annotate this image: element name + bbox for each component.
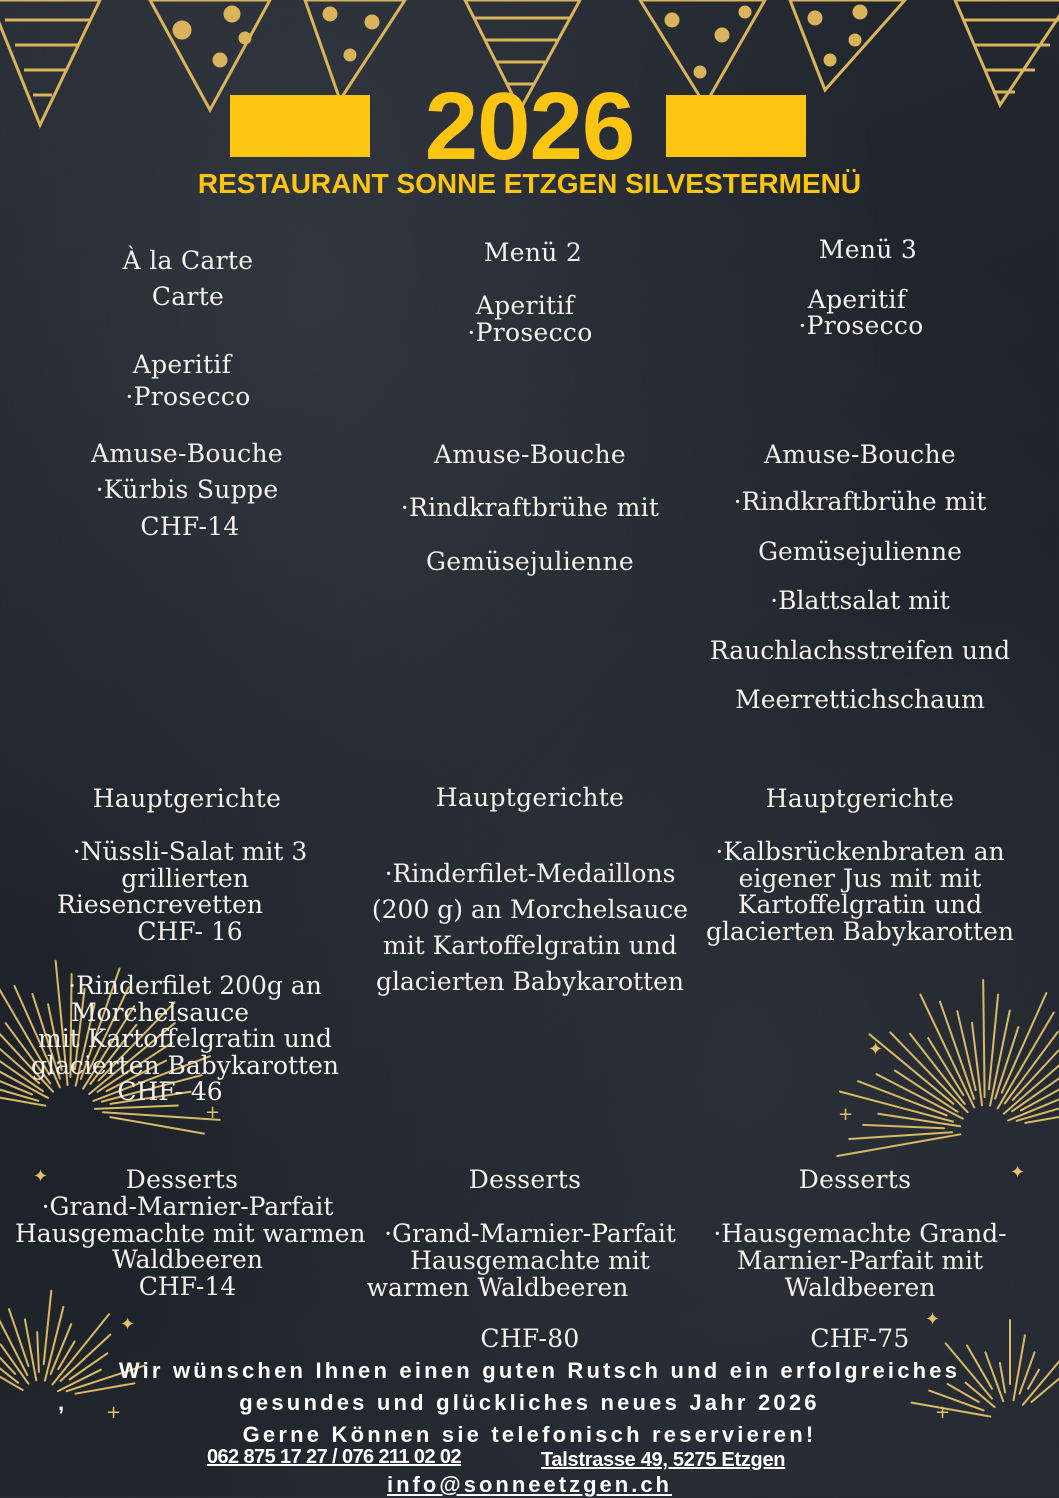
menu2-dessert bbox=[360, 1220, 700, 1301]
svg-text:+: + bbox=[205, 1102, 221, 1123]
footer-wish-line2: gesundes und glückliches neues Jahr 2026 bbox=[239, 1390, 820, 1415]
alacarte-dessert-line: Waldbeeren bbox=[112, 1245, 263, 1274]
firework-ray bbox=[1008, 1089, 1059, 1121]
alacarte-dessert-price: CHF-14 bbox=[138, 1271, 237, 1301]
alacarte-main-title: Hauptgerichte bbox=[92, 784, 282, 813]
menu3-dessert-title: Desserts bbox=[798, 1165, 912, 1194]
alacarte-starter-title: Amuse-Bouche bbox=[91, 439, 283, 468]
footer-email-link[interactable]: info@sonneetzgen.ch bbox=[386, 1472, 672, 1497]
menu3-aperitif: Aperitif bbox=[807, 285, 907, 314]
menu2-main-line: mit Kartoffelgratin und bbox=[382, 931, 678, 960]
menu3-starter-line: Rauchlachsstreifen und bbox=[709, 635, 1011, 665]
alacarte-main-1 bbox=[40, 839, 340, 945]
footer-phone-numbers[interactable]: 062 875 17 27 / 076 211 02 02 bbox=[207, 1446, 461, 1468]
firework-ray bbox=[840, 1092, 953, 1122]
menu3-aperitif-item: ·Prosecco bbox=[798, 311, 924, 340]
firework-ray bbox=[983, 980, 984, 1097]
menu3-starter-line: ·Rindkraftbrühe mit bbox=[733, 487, 987, 516]
alacarte-main-1-price: CHF- 16 bbox=[137, 916, 243, 946]
alacarte-main-2-line: Morchelsauce bbox=[70, 997, 250, 1027]
menu2-title: Menü 2 bbox=[483, 238, 583, 267]
alacarte-main-2-price: CHF- 46 bbox=[117, 1077, 223, 1106]
firework-ray bbox=[998, 1013, 1054, 1109]
menu3-starter-line: Gemüsejulienne bbox=[758, 536, 962, 566]
firework-ray bbox=[103, 1112, 220, 1120]
menu-subtitle: RESTAURANT SONNE ETZGEN SILVESTERMENÜ bbox=[197, 168, 862, 199]
menu2-starter-item-1: ·Rindkraftbrühe mit bbox=[400, 493, 660, 522]
firework-ray bbox=[920, 995, 974, 1108]
firework-ray bbox=[849, 1132, 952, 1139]
firework-ray bbox=[110, 1117, 203, 1134]
footer-address: Talstrasse 49, 5275 Etzgen bbox=[541, 1449, 786, 1471]
firework-ray bbox=[990, 1011, 1010, 1106]
alacarte-main-2-line: ·Rinderfilet 200g an bbox=[68, 971, 322, 1000]
alacarte-starter-price: CHF-14 bbox=[140, 512, 240, 541]
firework-ray bbox=[863, 1125, 944, 1128]
firework-ray bbox=[895, 1071, 958, 1112]
alacarte-aperitif-item: ·Prosecco bbox=[125, 382, 251, 411]
menu2-starter-title: Amuse-Bouche bbox=[434, 440, 626, 469]
firework-ray bbox=[878, 1114, 960, 1127]
firework-ray bbox=[870, 1034, 954, 1104]
menu3-starter bbox=[700, 477, 1020, 725]
menu3-main bbox=[700, 839, 1020, 945]
menu3-main-title: Hauptgerichte bbox=[765, 784, 955, 813]
firework-ray bbox=[837, 1134, 960, 1156]
firework-ray bbox=[1021, 1072, 1059, 1111]
alacarte-dessert-line: Hausgemachte mit warmen bbox=[15, 1218, 366, 1248]
menu3-dessert-line: Marnier-Parfait mit bbox=[736, 1246, 984, 1275]
alacarte-main-1-line: ·Nüssli-Salat mit 3 bbox=[72, 837, 308, 866]
firework-ray bbox=[940, 1002, 974, 1099]
alacarte-main-2-line: glacierten Babykarotten bbox=[31, 1050, 339, 1080]
menu2-starter-item-2: Gemüsejulienne bbox=[425, 547, 635, 576]
alacarte-starter-item: ·Kürbis Suppe bbox=[95, 475, 279, 504]
menu3-price: CHF-75 bbox=[810, 1324, 910, 1353]
menu2-dessert-line: warmen Waldbeeren bbox=[366, 1273, 629, 1302]
footer-reserve: Gerne Können sie telefonisch reservieren! bbox=[242, 1422, 817, 1447]
svg-text:+: + bbox=[838, 1104, 854, 1125]
alacarte-dessert-line: ·Grand-Marnier-Parfait bbox=[41, 1192, 334, 1221]
svg-text:✦: ✦ bbox=[1010, 1162, 1026, 1183]
menu3-main-line: Kartoffelgratin und bbox=[737, 890, 983, 919]
firework-ray bbox=[95, 1106, 178, 1109]
firework-ray bbox=[1013, 1051, 1059, 1100]
menu3-starter-title: Amuse-Bouche bbox=[764, 440, 956, 469]
menu3-dessert-line: ·Hausgemachte Grand- bbox=[713, 1219, 1007, 1248]
menu3-dessert-line: Waldbeeren bbox=[784, 1273, 936, 1302]
menu3-dessert bbox=[700, 1220, 1020, 1301]
firework-ray bbox=[1025, 1106, 1059, 1123]
menu2-aperitif-item: ·Prosecco bbox=[467, 318, 593, 347]
menu3-starter-line: Meerrettichschaum bbox=[735, 685, 985, 714]
svg-text:+: + bbox=[106, 1402, 122, 1423]
alacarte-dessert-title: Desserts bbox=[125, 1165, 239, 1194]
firework-ray bbox=[890, 1032, 967, 1112]
menu2-main-title: Hauptgerichte bbox=[435, 783, 625, 812]
firework-ray bbox=[1017, 1088, 1059, 1121]
alacarte-title-line1: À la Carte bbox=[122, 246, 254, 275]
menu2-main-line: glacierten Babykarotten bbox=[376, 967, 684, 996]
alacarte-aperitif: Aperitif bbox=[132, 350, 232, 379]
year-heading: 2026 bbox=[424, 73, 635, 180]
firework-ray bbox=[910, 1034, 965, 1104]
firework-ray bbox=[877, 1074, 963, 1118]
firework-ray bbox=[995, 1027, 1018, 1098]
firework-ray bbox=[928, 1038, 963, 1095]
menu2-main-line: (200 g) an Morchelsauce bbox=[371, 895, 689, 924]
svg-text:✦: ✦ bbox=[33, 1166, 49, 1187]
alacarte-main-2-line: mit Kartoffelgratin und bbox=[37, 1024, 333, 1053]
alacarte-title-line2: Carte bbox=[151, 282, 225, 311]
footer-comma: , bbox=[58, 1390, 65, 1415]
alacarte-main-2 bbox=[25, 973, 345, 1106]
footer-wish-line1: Wir wünschen Ihnen einen guten Rutsch und ein erfolgreiches bbox=[118, 1358, 961, 1383]
menu2-dessert-title: Desserts bbox=[468, 1165, 582, 1194]
menu2-aperitif: Aperitif bbox=[475, 291, 575, 320]
alacarte-main-1-line: Riesencrevetten bbox=[57, 890, 263, 919]
firework-ray bbox=[972, 1023, 982, 1105]
menu3-starter-line: ·Blattsalat mit bbox=[770, 586, 950, 615]
svg-text:✦: ✦ bbox=[925, 1309, 941, 1330]
menu2-main bbox=[370, 856, 690, 1000]
firework-ray bbox=[1004, 1032, 1059, 1114]
firework-ray bbox=[1002, 993, 1047, 1093]
firework-ray bbox=[989, 995, 998, 1090]
firework-ray bbox=[1005, 1032, 1058, 1104]
firework-ray bbox=[44, 1291, 52, 1365]
menu3-title: Menü 3 bbox=[818, 235, 918, 264]
menu2-dessert-line: Hausgemachte mit bbox=[410, 1246, 650, 1275]
menu3-main-line: ·Kalbsrückenbraten an bbox=[715, 837, 1005, 866]
svg-text:✦: ✦ bbox=[120, 1314, 136, 1335]
alacarte-main-1-line: grillierten bbox=[121, 863, 249, 893]
menu2-main-line: ·Rinderfilet-Medaillons bbox=[384, 859, 676, 888]
firework-ray bbox=[1012, 1052, 1059, 1111]
menu3-main-line: glacierten Babykarotten bbox=[706, 916, 1014, 946]
menu2-price: CHF-80 bbox=[480, 1324, 580, 1353]
menu3-main-line: eigener Jus mit mit bbox=[738, 863, 982, 893]
menu2-dessert-line: ·Grand-Marnier-Parfait bbox=[384, 1219, 676, 1248]
svg-text:+: + bbox=[935, 1402, 951, 1423]
firework-ray bbox=[858, 1081, 947, 1115]
svg-text:✦: ✦ bbox=[868, 1039, 884, 1060]
firework-ray bbox=[957, 1011, 975, 1090]
